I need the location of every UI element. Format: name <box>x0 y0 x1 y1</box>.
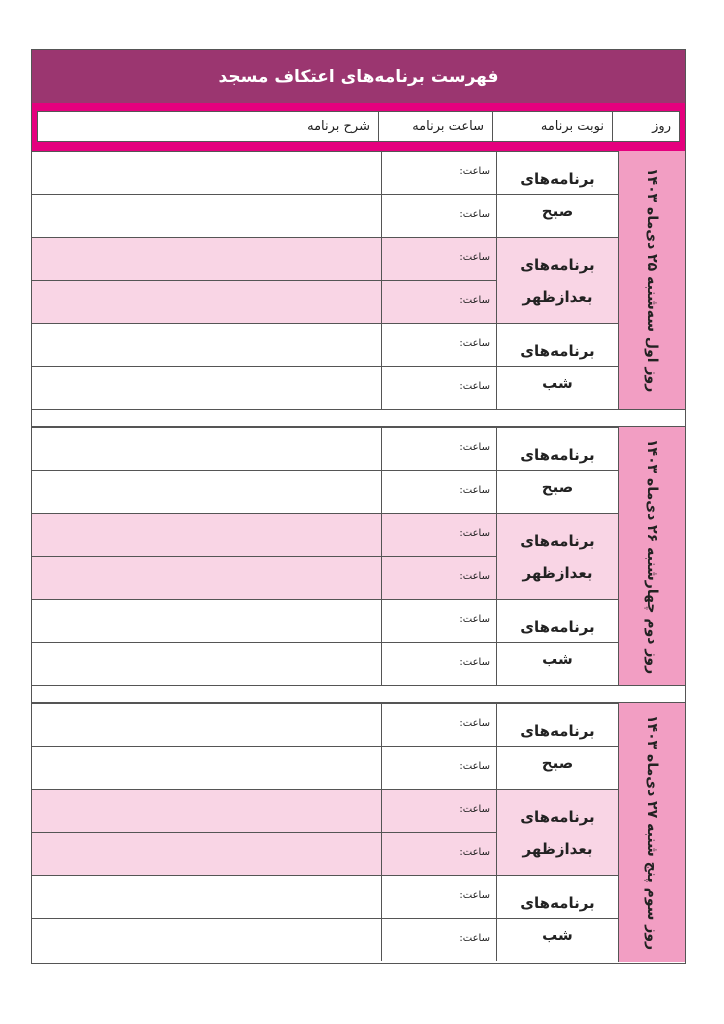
time-cell[interactable] <box>382 281 497 323</box>
turn-line2: شب <box>542 649 573 668</box>
turn-line1: برنامه‌های <box>520 531 595 550</box>
day-cell <box>618 151 685 410</box>
section-divider <box>32 685 685 703</box>
description-cell[interactable] <box>32 557 382 599</box>
time-cell[interactable] <box>382 514 497 556</box>
day-label: روز سوم پنج شنبه ۲۷ دی‌ماه ۱۴۰۳ <box>644 714 660 951</box>
time-cell[interactable] <box>382 704 497 746</box>
day-cell <box>618 427 685 686</box>
turn-line2: صبح <box>541 477 574 496</box>
description-cell[interactable] <box>32 790 382 832</box>
schedule-document <box>31 49 686 964</box>
time-cell[interactable] <box>382 367 497 409</box>
day-section-3 <box>32 703 685 962</box>
time-cell[interactable] <box>382 747 497 789</box>
description-cell[interactable] <box>32 152 382 194</box>
turn-line2: شب <box>542 925 573 944</box>
turn-line1: برنامه‌های <box>520 721 595 740</box>
description-cell[interactable] <box>32 919 382 961</box>
time-cell[interactable] <box>382 238 497 280</box>
turn-line1: برنامه‌های <box>520 893 595 912</box>
time-cell[interactable] <box>382 919 497 961</box>
day-section-1 <box>32 151 685 410</box>
section-divider <box>32 409 685 427</box>
day-section-2 <box>32 427 685 686</box>
turn-cell-night <box>497 875 618 961</box>
time-cell[interactable] <box>382 471 497 513</box>
description-cell[interactable] <box>32 428 382 470</box>
header-description: شرح برنامه <box>307 119 370 134</box>
turn-line2: بعدازظهر <box>522 839 593 858</box>
turn-line2: شب <box>542 373 573 392</box>
turn-cell-night <box>497 323 618 409</box>
time-label: ساعت: <box>459 614 490 625</box>
turn-cell-night <box>497 599 618 685</box>
description-cell[interactable] <box>32 876 382 918</box>
time-label: ساعت: <box>459 761 490 772</box>
time-label: ساعت: <box>459 252 490 263</box>
turn-cell-morning <box>497 703 618 789</box>
turn-cell-afternoon <box>497 237 618 323</box>
time-label: ساعت: <box>459 381 490 392</box>
day-label: روز دوم چهارشنبه ۲۶ دی‌ماه ۱۴۰۳ <box>644 438 660 675</box>
time-label: ساعت: <box>459 657 490 668</box>
time-label: ساعت: <box>459 442 490 453</box>
page-title: فهرست برنامه‌های اعتکاف مسجد <box>32 50 685 103</box>
turn-line2: بعدازظهر <box>522 287 593 306</box>
description-cell[interactable] <box>32 471 382 513</box>
header-day: روز <box>612 112 679 141</box>
turn-cell-afternoon <box>497 789 618 875</box>
header-time: ساعت برنامه <box>378 112 492 141</box>
table-header <box>37 111 680 142</box>
description-cell[interactable] <box>32 514 382 556</box>
description-cell[interactable] <box>32 281 382 323</box>
turn-cell-morning <box>497 151 618 237</box>
turn-line1: برنامه‌های <box>520 445 595 464</box>
day-cell <box>618 703 685 962</box>
time-label: ساعت: <box>459 847 490 858</box>
turn-cell-morning <box>497 427 618 513</box>
description-cell[interactable] <box>32 367 382 409</box>
time-cell[interactable] <box>382 833 497 875</box>
turn-cell-afternoon <box>497 513 618 599</box>
description-cell[interactable] <box>32 324 382 366</box>
time-cell[interactable] <box>382 790 497 832</box>
time-cell[interactable] <box>382 643 497 685</box>
time-cell[interactable] <box>382 600 497 642</box>
time-cell[interactable] <box>382 557 497 599</box>
turn-line1: برنامه‌های <box>520 169 595 188</box>
turn-line2: صبح <box>541 753 574 772</box>
header-turn: نوبت برنامه <box>492 112 612 141</box>
time-cell[interactable] <box>382 428 497 470</box>
time-label: ساعت: <box>459 890 490 901</box>
turn-line1: برنامه‌های <box>520 341 595 360</box>
time-label: ساعت: <box>459 166 490 177</box>
turn-line1: برنامه‌های <box>520 617 595 636</box>
description-cell[interactable] <box>32 195 382 237</box>
time-label: ساعت: <box>459 933 490 944</box>
header-band <box>32 103 685 151</box>
time-label: ساعت: <box>459 485 490 496</box>
turn-line1: برنامه‌های <box>520 255 595 274</box>
time-label: ساعت: <box>459 295 490 306</box>
description-cell[interactable] <box>32 747 382 789</box>
description-cell[interactable] <box>32 600 382 642</box>
time-cell[interactable] <box>382 876 497 918</box>
time-label: ساعت: <box>459 718 490 729</box>
time-cell[interactable] <box>382 195 497 237</box>
time-label: ساعت: <box>459 528 490 539</box>
turn-line2: بعدازظهر <box>522 563 593 582</box>
description-cell[interactable] <box>32 238 382 280</box>
time-label: ساعت: <box>459 209 490 220</box>
time-label: ساعت: <box>459 338 490 349</box>
description-cell[interactable] <box>32 704 382 746</box>
time-label: ساعت: <box>459 804 490 815</box>
description-cell[interactable] <box>32 643 382 685</box>
description-cell[interactable] <box>32 833 382 875</box>
time-label: ساعت: <box>459 571 490 582</box>
turn-line1: برنامه‌های <box>520 807 595 826</box>
turn-line2: صبح <box>541 201 574 220</box>
time-cell[interactable] <box>382 152 497 194</box>
time-cell[interactable] <box>382 324 497 366</box>
day-label: روز اول سه‌شنبه ۲۵ دی‌ماه ۱۴۰۳ <box>644 168 660 393</box>
